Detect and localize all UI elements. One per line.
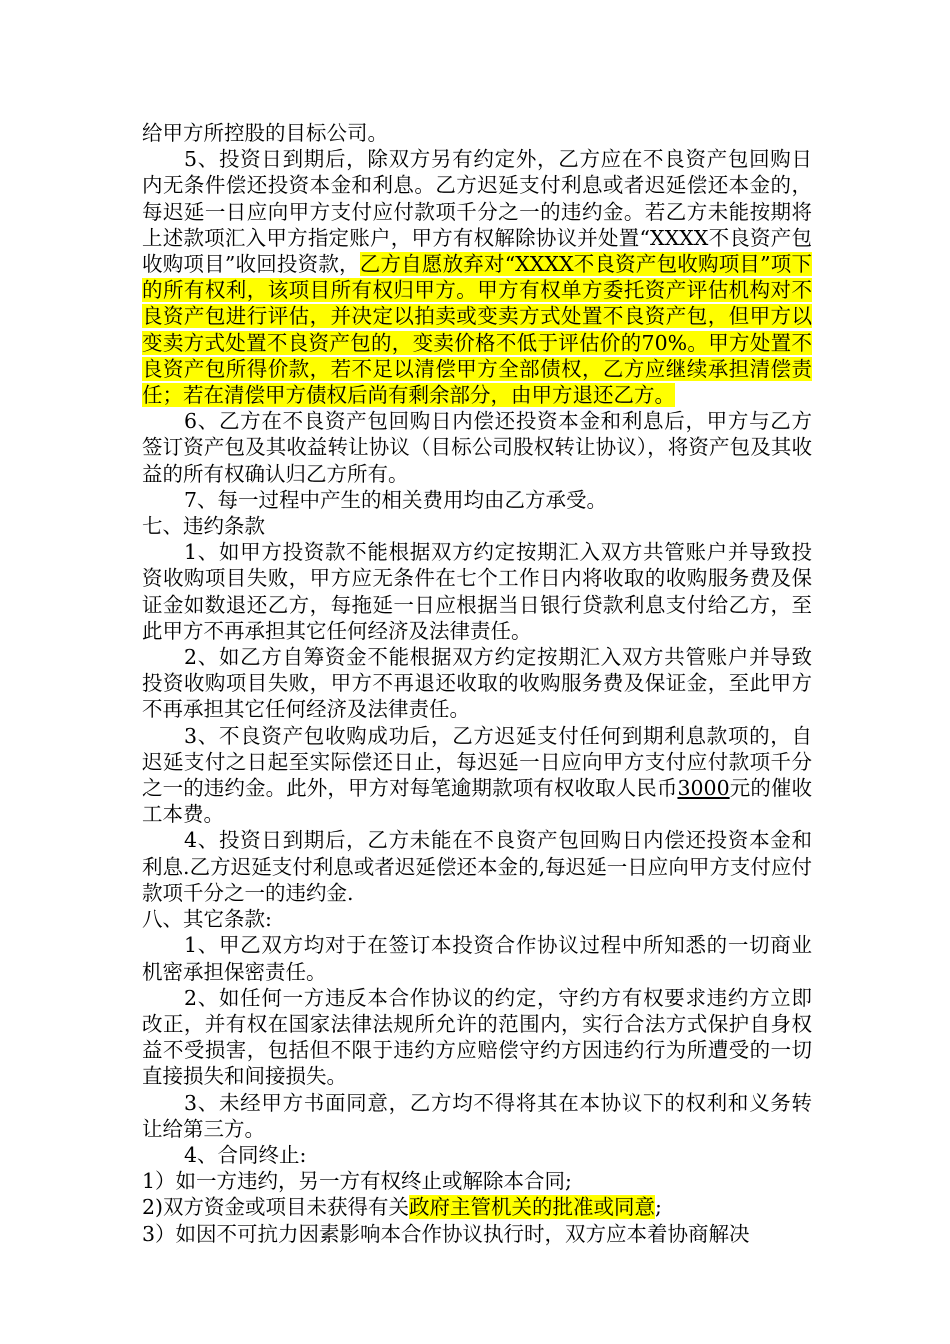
paragraph-other-3: 3、未经甲方书面同意，乙方均不得将其在本协议下的权利和义务转让给第三方。	[142, 1090, 812, 1141]
section-heading-other: 八、其它条款:	[142, 907, 272, 932]
paragraph-breach-1: 1、如甲方投资款不能根据双方约定按期汇入双方共管账户并导致投资收购项目失败，甲方应无条件在七个工作日内将收取的收购服务费及保证金如数退还乙方，每拖延一日应根据当日银行贷款利息支付给乙方，至此甲方不再承担其它任何经济及法律责任。	[142, 540, 812, 643]
paragraph-clause-7: 7、每一过程中产生的相关费用均由乙方承受。	[184, 487, 608, 512]
paragraph-clause-6: 6、乙方在不良资产包回购日内偿还投资本金和利息后，甲方与乙方签订资产包及其收益转让协议（目标公司股权转让协议），将资产包及其收益的所有权确认归乙方所有。	[142, 409, 812, 486]
paragraph-clause-5	[142, 146, 812, 408]
paragraph-breach-3	[142, 723, 812, 828]
paragraph-breach-2: 2、如乙方自筹资金不能根据双方约定按期汇入双方共管账户并导致投资收购项目失败，甲方不再退还收取的收购服务费及保证金，至此甲方不再承担其它任何经济及法律责任。	[142, 645, 812, 722]
paragraph-other-4: 4、合同终止:	[184, 1142, 307, 1167]
document-page	[142, 120, 812, 1247]
termination-2-text-end: ;	[655, 1195, 662, 1220]
paragraph-continuation: 给甲方所控股的目标公司。	[142, 121, 388, 145]
list-item-termination-2	[142, 1194, 812, 1220]
clause-5-text: 5、投资日到期后，除双方另有约定外，乙方应在不良资产包回购日内无条件偿还投资本金和利息。乙方迟延支付利息或者迟延偿还本金的，每迟延一日应向甲方支付应付款项千分之一的违约金。若乙方未能按期将上述款项汇入甲方指定账户，甲方有权解除协议并处置“XXXX不良资产包收购项目”收回投资款，	[142, 147, 812, 277]
termination-2-text: 2)双方资金或项目未获得有关	[142, 1195, 410, 1220]
highlighted-clause-5-text: 乙方自愿放弃对“XXXX不良资产包收购项目”项下的所有权利，该项目所有权归甲方。甲方有权单方委托资产评估机构对不良资产包进行评估，并决定以拍卖或变卖方式处置不良资产包，但甲方以变卖方式处置不良资产包的，变卖价格不低于评估价的70%。甲方处置不良资产包所得价款，若不足以清偿甲方全部债权，乙方应继续承担清偿责任；若在清偿甲方债权后尚有剩余部分，由甲方退还乙方。	[142, 252, 812, 408]
paragraph-breach-4: 4、投资日到期后，乙方未能在不良资产包回购日内偿还投资本金和利息.乙方迟延支付利息或者迟延偿还本金的,每迟延一日应向甲方支付应付款项千分之一的违约金.	[142, 828, 812, 905]
section-heading-breach: 七、违约条款	[142, 514, 265, 539]
highlighted-government-approval: 政府主管机关的批准或同意	[409, 1195, 656, 1220]
paragraph-other-2: 2、如任何一方违反本合作协议的约定，守约方有权要求违约方立即改正，并有权在国家法律法规所允许的范围内，实行合法方式保护自身权益不受损害，包括但不限于违约方应赔偿守约方因违约行为所遭受的一切直接损失和间接损失。	[142, 985, 812, 1089]
breach-3-text-end: 元的催收工本费。	[142, 776, 813, 827]
list-item-termination-3: 3）如因不可抗力因素影响本合作协议执行时，双方应本着协商解决	[142, 1221, 750, 1246]
breach-3-text: 3、不良资产包收购成功后，乙方迟延支付任何到期利息款项的，自迟延支付之日起至实际偿还日止，每迟延一日应向甲方支付应付款项千分之一的违约金。此外，甲方对每笔逾期款项有权收取人民币	[142, 723, 812, 801]
list-item-termination-1: 1）如一方违约，另一方有权终止或解除本合同;	[142, 1169, 572, 1194]
paragraph-other-1: 1、甲乙双方均对于在签订本投资合作协议过程中所知悉的一切商业机密承担保密责任。	[142, 933, 812, 984]
underlined-amount: 3000	[677, 776, 730, 801]
